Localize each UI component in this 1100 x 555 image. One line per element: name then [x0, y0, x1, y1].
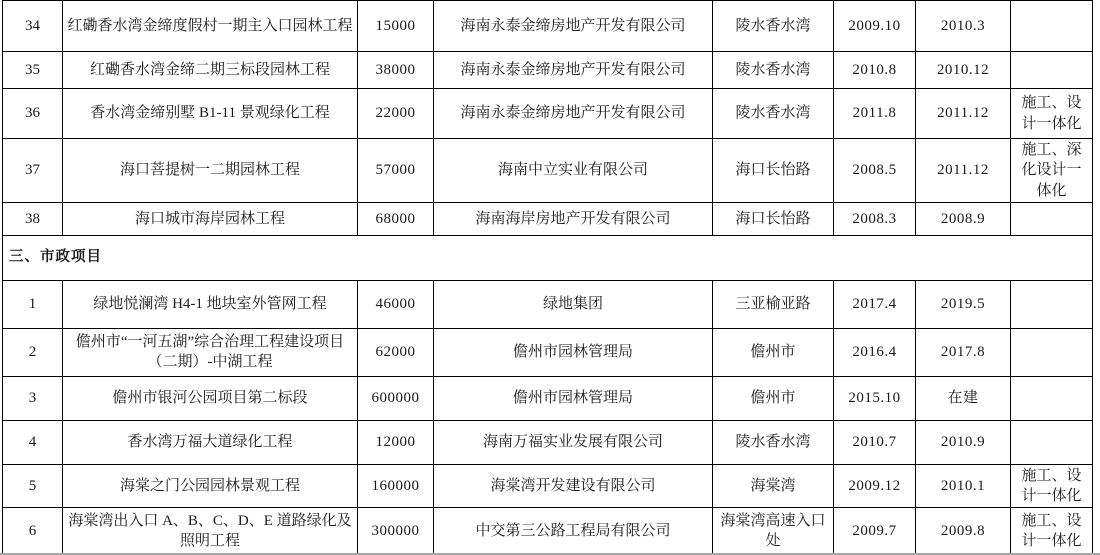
cell-project-name: 海口菩提树一二期园林工程 — [63, 139, 358, 203]
cell-notes: 施工、深化设计一体化 — [1011, 139, 1093, 203]
cell-company: 海南永泰金缔房地产开发有限公司 — [434, 52, 713, 89]
cell-notes — [1011, 420, 1093, 464]
table-row — [3, 139, 1093, 203]
cell-row-number: 34 — [3, 1, 63, 52]
table-row — [3, 280, 1093, 328]
cell-notes — [1011, 1, 1093, 52]
cell-amount: 160000 — [358, 464, 434, 508]
table-row — [3, 202, 1093, 235]
cell-end-date: 2008.9 — [916, 202, 1011, 235]
cell-project-name: 海棠湾出入口 A、B、C、D、E 道路绿化及照明工程 — [63, 508, 358, 555]
table-row — [3, 508, 1093, 555]
cell-location: 海棠湾高速入口处 — [713, 508, 834, 555]
cell-company: 海南海岸房地产开发有限公司 — [434, 202, 713, 235]
cell-project-name: 海棠之门公园园林景观工程 — [63, 464, 358, 508]
cell-location: 海棠湾 — [713, 464, 834, 508]
cell-company: 中交第三公路工程局有限公司 — [434, 508, 713, 555]
cell-end-date: 2010.12 — [916, 52, 1011, 89]
cell-end-date: 2019.5 — [916, 280, 1011, 328]
cell-end-date: 2010.9 — [916, 420, 1011, 464]
cell-end-date: 2017.8 — [916, 328, 1011, 376]
cell-amount: 15000 — [358, 1, 434, 52]
cell-notes: 施工、设计一体化 — [1011, 508, 1093, 555]
table-row — [3, 328, 1093, 376]
cell-project-name: 海口城市海岸园林工程 — [63, 202, 358, 235]
cell-amount: 62000 — [358, 328, 434, 376]
cell-start-date: 2016.4 — [834, 328, 916, 376]
project-table-container — [2, 0, 1093, 555]
cell-location: 海口长怡路 — [713, 202, 834, 235]
section-header-label: 三、市政项目 — [3, 235, 1093, 280]
table-row — [3, 1, 1093, 52]
cell-notes — [1011, 376, 1093, 420]
cell-row-number: 38 — [3, 202, 63, 235]
cell-project-name: 绿地悦澜湾 H4-1 地块室外管网工程 — [63, 280, 358, 328]
cell-end-date: 2009.8 — [916, 508, 1011, 555]
table-body — [3, 1, 1093, 555]
cell-amount: 600000 — [358, 376, 434, 420]
cell-project-name: 香水湾万福大道绿化工程 — [63, 420, 358, 464]
cell-end-date: 在建 — [916, 376, 1011, 420]
cell-start-date: 2011.8 — [834, 89, 916, 139]
cell-end-date: 2011.12 — [916, 139, 1011, 203]
cell-row-number: 2 — [3, 328, 63, 376]
cell-notes — [1011, 52, 1093, 89]
cell-row-number: 3 — [3, 376, 63, 420]
cell-company: 儋州市园林管理局 — [434, 328, 713, 376]
cell-start-date: 2015.10 — [834, 376, 916, 420]
cell-start-date: 2009.7 — [834, 508, 916, 555]
cell-row-number: 1 — [3, 280, 63, 328]
table-row — [3, 376, 1093, 420]
cell-location: 陵水香水湾 — [713, 89, 834, 139]
cell-start-date: 2008.3 — [834, 202, 916, 235]
table-row — [3, 89, 1093, 139]
cell-amount: 46000 — [358, 280, 434, 328]
cell-location: 海口长怡路 — [713, 139, 834, 203]
cell-notes — [1011, 280, 1093, 328]
cell-row-number: 6 — [3, 508, 63, 555]
cell-company: 海南中立实业有限公司 — [434, 139, 713, 203]
cell-amount: 68000 — [358, 202, 434, 235]
cell-location: 陵水香水湾 — [713, 420, 834, 464]
cell-row-number: 4 — [3, 420, 63, 464]
cell-notes: 施工、设计一体化 — [1011, 464, 1093, 508]
cell-amount: 12000 — [358, 420, 434, 464]
cell-start-date: 2010.8 — [834, 52, 916, 89]
table-row — [3, 52, 1093, 89]
cell-end-date: 2010.3 — [916, 1, 1011, 52]
cell-location: 三亚榆亚路 — [713, 280, 834, 328]
cell-start-date: 2009.10 — [834, 1, 916, 52]
cell-location: 陵水香水湾 — [713, 1, 834, 52]
cell-project-name: 儋州市“一河五湖”综合治理工程建设项目（二期）-中湖工程 — [63, 328, 358, 376]
cell-company: 儋州市园林管理局 — [434, 376, 713, 420]
cell-location: 儋州市 — [713, 328, 834, 376]
cell-company: 海南永泰金缔房地产开发有限公司 — [434, 1, 713, 52]
cell-start-date: 2017.4 — [834, 280, 916, 328]
cell-location: 陵水香水湾 — [713, 52, 834, 89]
cell-end-date: 2011.12 — [916, 89, 1011, 139]
cell-project-name: 红磡香水湾金缔度假村一期主入口园林工程 — [63, 1, 358, 52]
cell-project-name: 儋州市银河公园项目第二标段 — [63, 376, 358, 420]
cell-notes: 施工、设计一体化 — [1011, 89, 1093, 139]
cell-amount: 22000 — [358, 89, 434, 139]
cell-row-number: 35 — [3, 52, 63, 89]
cell-project-name: 香水湾金缔别墅 B1-11 景观绿化工程 — [63, 89, 358, 139]
cell-row-number: 36 — [3, 89, 63, 139]
cell-notes — [1011, 202, 1093, 235]
cell-amount: 57000 — [358, 139, 434, 203]
table-row — [3, 464, 1093, 508]
cell-row-number: 5 — [3, 464, 63, 508]
section-header-row — [3, 235, 1093, 280]
projects-table — [2, 0, 1093, 555]
cell-location: 儋州市 — [713, 376, 834, 420]
cell-amount: 38000 — [358, 52, 434, 89]
cell-company: 海南永泰金缔房地产开发有限公司 — [434, 89, 713, 139]
cell-project-name: 红磡香水湾金缔二期三标段园林工程 — [63, 52, 358, 89]
cell-start-date: 2009.12 — [834, 464, 916, 508]
cell-start-date: 2008.5 — [834, 139, 916, 203]
cell-company: 海南万福实业发展有限公司 — [434, 420, 713, 464]
cell-start-date: 2010.7 — [834, 420, 916, 464]
cell-company: 海棠湾开发建设有限公司 — [434, 464, 713, 508]
table-row — [3, 420, 1093, 464]
cell-end-date: 2010.1 — [916, 464, 1011, 508]
cell-row-number: 37 — [3, 139, 63, 203]
cell-amount: 300000 — [358, 508, 434, 555]
cell-notes — [1011, 328, 1093, 376]
cell-company: 绿地集团 — [434, 280, 713, 328]
